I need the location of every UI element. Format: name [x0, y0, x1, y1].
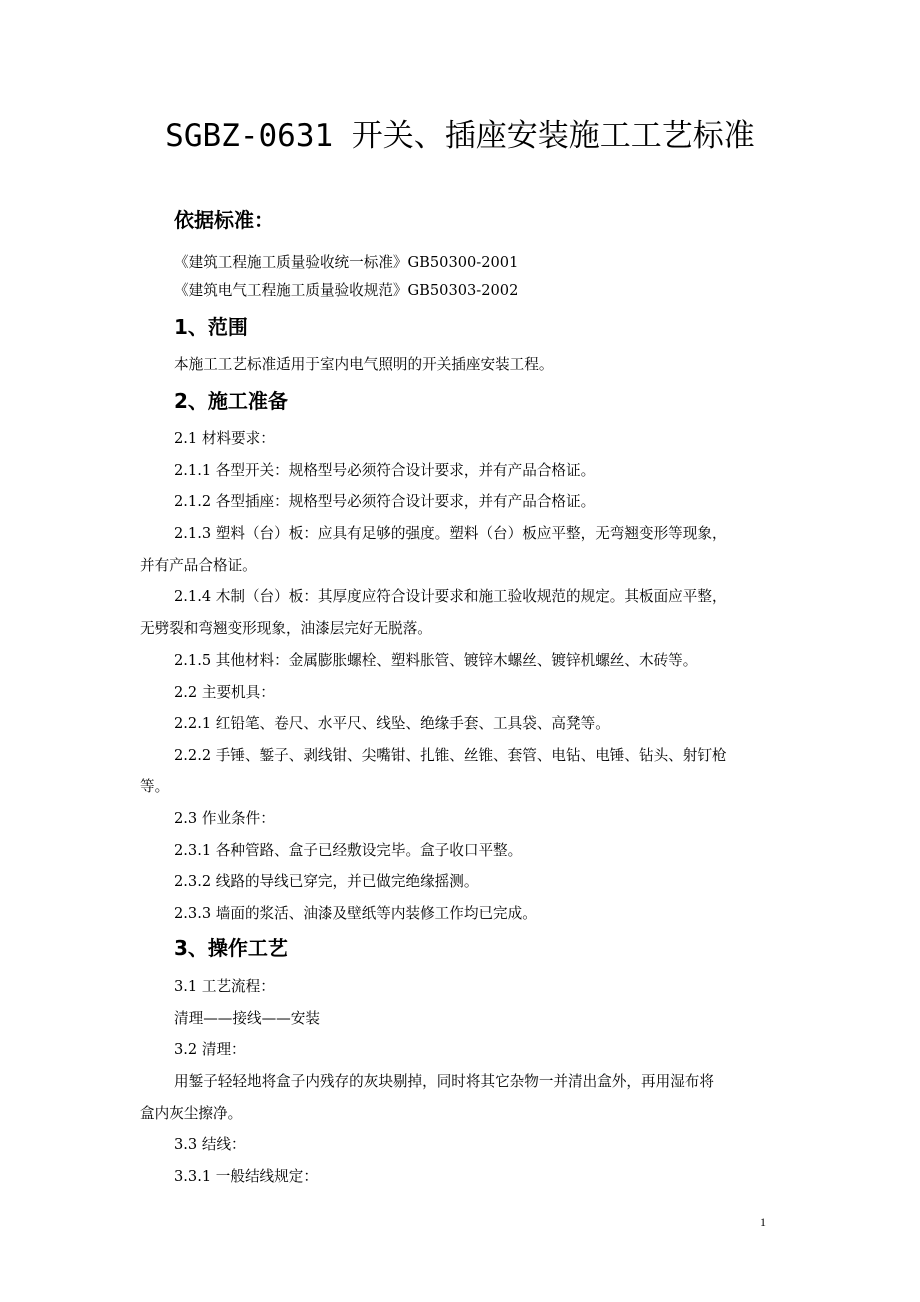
process-flow: 清理——接线——安装 [174, 1010, 320, 1027]
paragraph-2-2-2: 2.2.2 手锤、錾子、剥线钳、尖嘴钳、扎锥、丝锥、套管、电钻、电锤、钻头、射钉枪 [174, 747, 727, 764]
paragraph-2-3-2: 2.3.2 线路的导线已穿完，并已做完绝缘摇测。 [174, 873, 479, 890]
paragraph-2-3: 2.3 作业条件： [174, 810, 275, 827]
section-2-heading: 2、施工准备 [174, 389, 288, 413]
section-3-heading: 3、操作工艺 [174, 936, 288, 960]
paragraph-2-1-5: 2.1.5 其他材料：金属膨胀螺栓、塑料胀管、镀锌木螺丝、镀锌机螺丝、木砖等。 [174, 652, 698, 669]
paragraph-2-2: 2.2 主要机具： [174, 684, 275, 701]
reference-2: 《建筑电气工程施工质量验收规范》GB50303-2002 [174, 282, 519, 299]
section-1-heading: 1、范围 [174, 315, 248, 339]
page-number: 1 [760, 1215, 766, 1229]
section-1-text: 本施工工艺标准适用于室内电气照明的开关插座安装工程。 [174, 356, 554, 373]
paragraph-2-1-3-cont: 并有产品合格证。 [140, 557, 257, 574]
paragraph-2-1-4: 2.1.4 木制（台）板：其厚度应符合设计要求和施工验收规范的规定。其板面应平整， [174, 588, 727, 605]
paragraph-3-2-text-cont: 盒内灰尘擦净。 [140, 1105, 243, 1122]
paragraph-3-1: 3.1 工艺流程： [174, 978, 275, 995]
paragraph-3-2-text: 用錾子轻轻地将盒子内残存的灰块剔掉，同时将其它杂物一并清出盒外，再用湿布将 [174, 1073, 714, 1090]
paragraph-2-1-4-cont: 无劈裂和弯翘变形现象，油漆层完好无脱落。 [140, 620, 432, 637]
paragraph-3-2: 3.2 清理： [174, 1041, 246, 1058]
paragraph-2-2-2-cont: 等。 [140, 778, 170, 795]
paragraph-2-1-3: 2.1.3 塑料（台）板：应具有足够的强度。塑料（台）板应平整，无弯翘变形等现象， [174, 525, 727, 542]
paragraph-2-1-2: 2.1.2 各型插座：规格型号必须符合设计要求，并有产品合格证。 [174, 493, 596, 510]
paragraph-2-2-1: 2.2.1 红铅笔、卷尺、水平尺、线坠、绝缘手套、工具袋、高凳等。 [174, 715, 610, 732]
paragraph-2-1-1: 2.1.1 各型开关：规格型号必须符合设计要求，并有产品合格证。 [174, 462, 596, 479]
paragraph-3-3-1: 3.3.1 一般结线规定： [174, 1168, 318, 1185]
paragraph-2-1: 2.1 材料要求： [174, 430, 275, 447]
document-title: SGBZ-0631 开关、插座安装施工工艺标准 [165, 118, 755, 154]
paragraph-2-3-1: 2.3.1 各种管路、盒子已经敷设完毕。盒子收口平整。 [174, 842, 523, 859]
paragraph-2-3-3: 2.3.3 墙面的浆活、油漆及壁纸等内装修工作均已完成。 [174, 905, 537, 922]
paragraph-3-3: 3.3 结线： [174, 1136, 246, 1153]
reference-1: 《建筑工程施工质量验收统一标准》GB50300-2001 [174, 254, 519, 271]
basis-heading: 依据标准： [174, 208, 274, 232]
